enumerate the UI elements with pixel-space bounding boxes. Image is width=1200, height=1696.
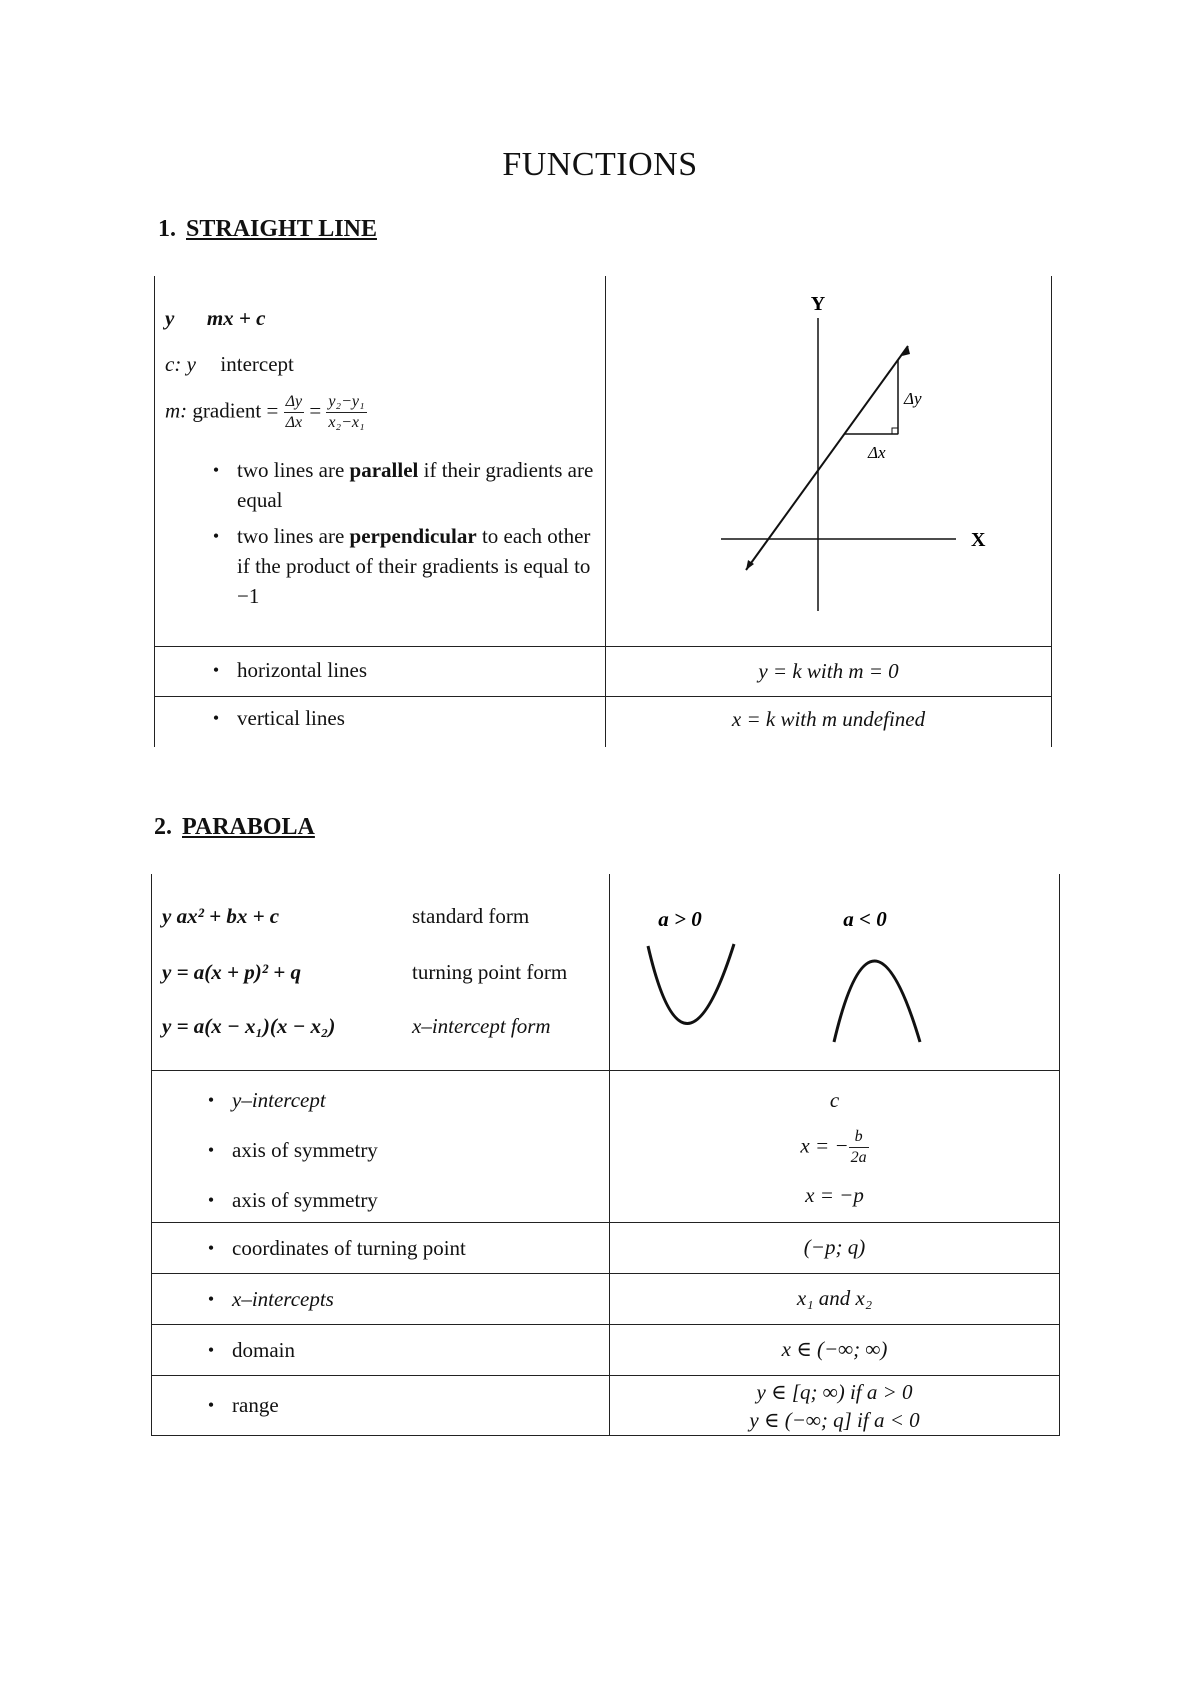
prop-y-intercept	[190, 1085, 609, 1115]
row-label-text: horizontal lines	[237, 658, 368, 682]
prop-x-intercepts	[190, 1284, 609, 1314]
form-equation: y = a(x + p)² + q	[162, 960, 302, 984]
form-name: standard form	[412, 904, 530, 928]
bullet-parallel	[195, 455, 597, 515]
table-row-label	[152, 1325, 610, 1376]
right-angle-marker	[892, 428, 898, 434]
m-text: gradient =	[192, 398, 279, 423]
m-label: m:	[165, 398, 188, 423]
straight-line-table	[154, 276, 1052, 747]
prop-axis-symmetry-1	[190, 1135, 609, 1165]
parabola-shapes-cell	[610, 874, 1060, 1071]
prop-value: x = − $\frac{b}{2a}$	[800, 1128, 867, 1166]
straight-line-definitions-cell	[155, 276, 606, 647]
prop-label: domain	[232, 1338, 295, 1362]
bullet-horizontal	[195, 655, 605, 685]
parabola-down-shape	[834, 961, 920, 1042]
straight-line-graph	[606, 276, 1052, 646]
delta-y-label: Δy	[904, 389, 922, 408]
prop-turning-point	[190, 1233, 609, 1263]
parabola-table	[151, 874, 1060, 1436]
table-row-value: x = k with m undefined	[606, 697, 1052, 747]
bullet-vertical	[195, 703, 605, 733]
parabola-shapes	[610, 874, 1060, 1070]
form-row-x-intercept	[162, 1012, 609, 1040]
parabola-properties-labels	[152, 1071, 610, 1223]
bullet-icon: •	[207, 1289, 215, 1309]
section-heading-parabola	[154, 814, 315, 841]
table-row-value: x ∈ (−∞; ∞)	[610, 1325, 1060, 1376]
m-eq: =	[309, 398, 322, 423]
prop-value: c	[829, 1088, 840, 1112]
y-axis-label: Y	[810, 293, 826, 315]
c-y: y	[186, 352, 196, 376]
equation-line	[165, 304, 597, 332]
section-number: 2.	[154, 814, 172, 840]
bullet-icon: •	[207, 1140, 215, 1160]
c-text: intercept	[220, 352, 294, 376]
bullet-parallel-text: two lines are parallel if their gradients are equal	[237, 458, 594, 512]
form-row-turning-point	[162, 958, 609, 986]
prop-range	[190, 1390, 609, 1420]
parabola-up-shape	[648, 944, 734, 1024]
prop-label: x–intercepts	[232, 1287, 334, 1311]
bullet-icon: •	[207, 1340, 215, 1360]
form-name: turning point form	[412, 960, 568, 984]
prop-label: axis of symmetry	[232, 1138, 378, 1162]
form-equation: y ax² + bx + c	[162, 904, 280, 928]
table-row-label	[152, 1274, 610, 1325]
a-positive-label: a > 0	[658, 907, 702, 931]
section-heading-straight-line	[158, 216, 377, 243]
form-row-standard	[162, 902, 609, 930]
row-label-text: vertical lines	[237, 706, 345, 730]
bullet-icon: •	[212, 526, 220, 546]
table-row-value: y = k with m = 0	[606, 647, 1052, 697]
form-name: x–intercept form	[412, 1014, 551, 1038]
prop-value: x = −p	[805, 1183, 864, 1207]
table-row-label	[152, 1376, 610, 1436]
table-row-label	[155, 647, 606, 697]
delta-x-label: Δx	[868, 443, 886, 462]
c-intercept-line	[165, 350, 597, 378]
section-title: PARABOLA	[182, 814, 315, 840]
parabola-forms-cell	[152, 874, 610, 1071]
a-negative-label: a < 0	[843, 907, 887, 931]
prop-label: y–intercept	[232, 1088, 326, 1112]
gradient-fraction-1: $\frac{\Delta y}{\Delta x}$	[285, 393, 303, 431]
bullet-icon: •	[207, 1190, 215, 1210]
section-number: 1.	[158, 216, 176, 242]
bullet-icon: •	[207, 1238, 215, 1258]
table-row-value: x₁ and x₂	[610, 1274, 1060, 1325]
table-row-value	[610, 1376, 1060, 1436]
range-value-1: y ∈ [q; ∞) if a > 0	[756, 1380, 913, 1404]
parabola-properties-values	[610, 1071, 1060, 1223]
gradient-fraction-2: $\frac{\text{y₂−y₁}}{\text{x₂−x₁}}$	[328, 393, 365, 431]
prop-label: axis of symmetry	[232, 1188, 378, 1212]
page-title: FUNCTIONS	[502, 146, 698, 183]
prop-axis-symmetry-2	[190, 1185, 609, 1215]
bullet-icon: •	[212, 460, 220, 480]
form-equation: y = a(x − x₁)(x − x₂)	[162, 1014, 336, 1038]
eq-y: y	[165, 306, 175, 330]
straight-line-graph-cell	[606, 276, 1052, 647]
eq-rhs: mx + c	[206, 306, 266, 330]
gradient-line	[165, 392, 597, 433]
bullet-icon: •	[207, 1395, 215, 1415]
prop-domain	[190, 1335, 609, 1365]
range-value-2: y ∈ (−∞; q] if a < 0	[749, 1408, 920, 1432]
table-row-label	[155, 697, 606, 747]
bullet-perpendicular	[195, 521, 597, 611]
prop-label: coordinates of turning point	[232, 1236, 466, 1260]
bullet-icon: •	[212, 660, 220, 680]
bullet-icon: •	[207, 1090, 215, 1110]
prop-label: range	[232, 1393, 279, 1417]
x-axis-label: X	[971, 529, 986, 551]
table-row-label	[152, 1223, 610, 1274]
section-title: STRAIGHT LINE	[186, 216, 377, 242]
c-label: c:	[165, 352, 182, 376]
table-row-value: (−p; q)	[610, 1223, 1060, 1274]
bullet-icon: •	[212, 708, 220, 728]
bullet-perpendicular-text: two lines are perpendicular to each other if the product of their gradients is equal to −1	[237, 524, 591, 608]
